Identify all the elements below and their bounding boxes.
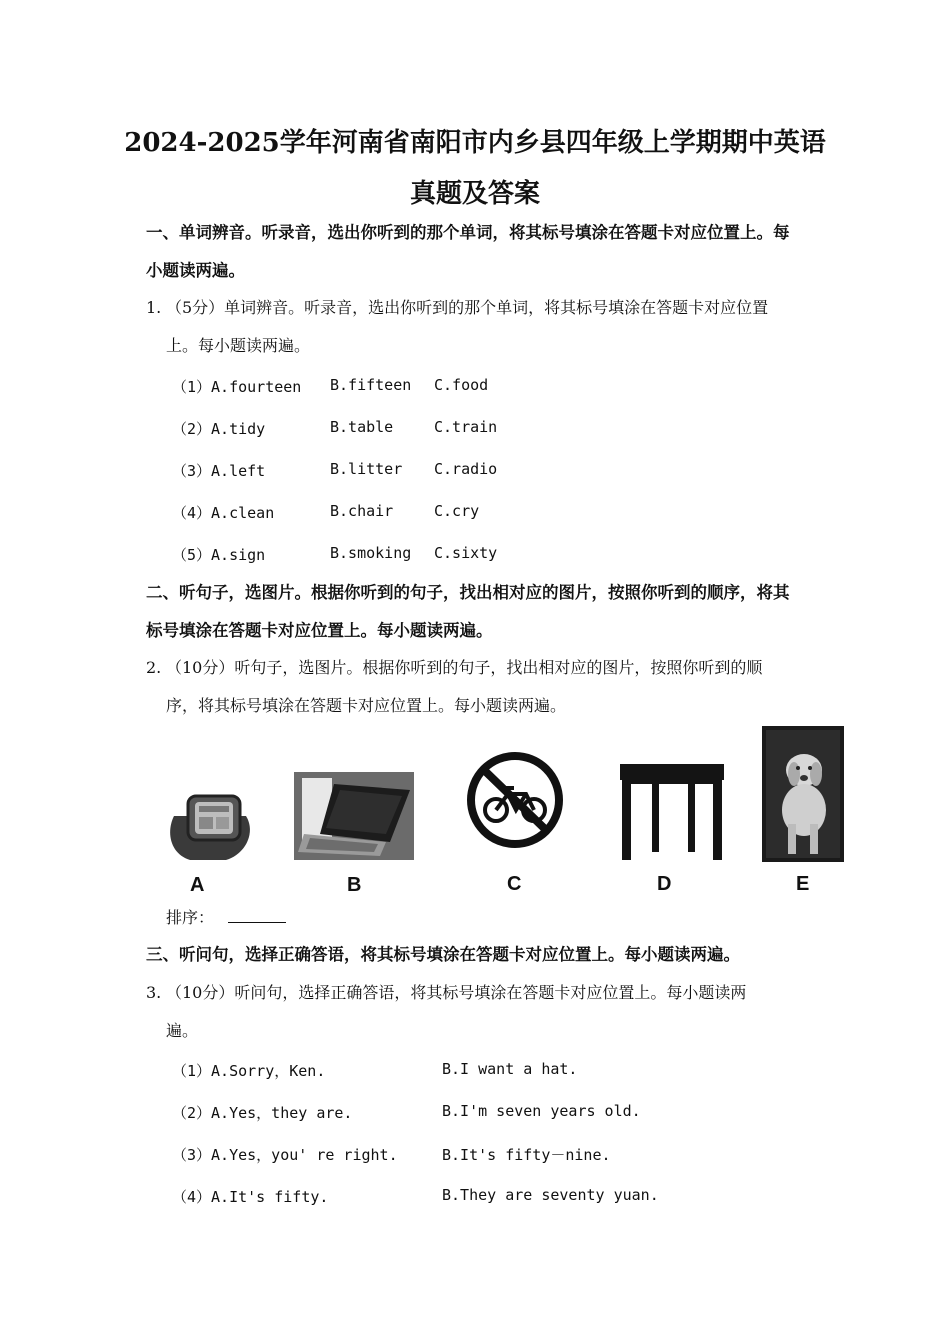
option-c: C.cry — [434, 502, 480, 520]
part2-heading-line-2: 标号填涂在答题卡对应位置上。每小题读两遍。 — [146, 621, 493, 640]
option-b: B.chair — [330, 502, 394, 520]
option-a: （1）A.Sorry，Ken. — [172, 1062, 326, 1080]
question-3-line-2: 遍。 — [166, 1021, 199, 1040]
picture-c — [464, 750, 566, 854]
option-b: B.table — [330, 418, 394, 436]
picture-b — [294, 772, 414, 864]
option-a: （3）A.left — [172, 462, 266, 480]
picture-e — [762, 726, 844, 866]
smartwatch-icon — [166, 792, 258, 864]
option-a: （1）A.fourteen — [172, 378, 302, 396]
part2-heading-line-1: 二、听句子，选图片。根据你听到的句子，找出相对应的图片，按照你听到的顺序，将其 — [146, 583, 790, 602]
option-b: B.litter — [330, 460, 403, 478]
part1-heading — [146, 214, 816, 290]
question-1-line-2: 上。每小题读两遍。 — [166, 336, 311, 355]
no-bicycle-sign-icon — [464, 750, 566, 850]
option-a: （4）A.clean — [172, 504, 275, 522]
document-title-line-2: 真题及答案 — [409, 179, 540, 209]
option-c: C.sixty — [434, 544, 498, 562]
question-3-line-1: （10分）听问句，选择正确答语，将其标号填涂在答题卡对应位置上。每小题读两 — [166, 983, 747, 1002]
option-a: （2）A.Yes，they are. — [172, 1104, 353, 1122]
picture-a-label: A — [190, 874, 205, 896]
option-a: （3）A.Yes，you' re right. — [172, 1146, 398, 1164]
question-3 — [146, 974, 816, 1050]
question-2-line-2: 序，将其标号填涂在答题卡对应位置上。每小题读两遍。 — [166, 696, 567, 715]
part1-heading-line-2: 小题读两遍。 — [146, 261, 245, 280]
option-a: （4）A.It's fifty. — [172, 1188, 329, 1206]
option-a: （2）A.tidy — [172, 420, 266, 438]
option-b: B.I want a hat. — [442, 1060, 578, 1078]
question-2-number: 2. — [146, 658, 162, 677]
order-answer-blank[interactable] — [228, 922, 286, 923]
part3-heading: 三、听问句，选择正确答语，将其标号填涂在答题卡对应位置上。每小题读两遍。 — [146, 945, 740, 964]
option-b: B.I'm seven years old. — [442, 1102, 641, 1120]
dog-photo-icon — [762, 726, 844, 862]
option-b: B.They are seventy yuan. — [442, 1186, 659, 1204]
order-label: 排序： — [166, 908, 215, 927]
table-icon — [618, 762, 726, 862]
option-b: B.smoking — [330, 544, 412, 562]
option-b: B.It's fifty－nine. — [442, 1146, 611, 1164]
question-3-number: 3. — [146, 983, 162, 1002]
question-1-number: 1. — [146, 298, 162, 317]
question-2-line-1: （10分）听句子，选图片。根据你听到的句子，找出相对应的图片，按照你听到的顺 — [166, 658, 763, 677]
question-1 — [146, 289, 816, 365]
document-title-line-1: 2024-2025学年河南省南阳市内乡县四年级上学期期中英语 — [124, 128, 826, 158]
option-b: B.fifteen — [330, 376, 412, 394]
option-c: C.food — [434, 376, 489, 394]
option-a: （5）A.sign — [172, 546, 266, 564]
picture-c-label: C — [507, 873, 522, 895]
laptop-icon — [294, 772, 414, 860]
picture-a — [166, 792, 258, 868]
option-c: C.train — [434, 418, 498, 436]
picture-b-label: B — [347, 874, 362, 896]
picture-e-label: E — [796, 873, 810, 895]
picture-d-label: D — [657, 873, 672, 895]
question-2 — [146, 649, 816, 725]
order-answer-line — [166, 899, 836, 937]
option-c: C.radio — [434, 460, 498, 478]
part2-heading — [146, 574, 816, 650]
picture-d — [618, 762, 726, 866]
part1-heading-line-1: 一、单词辨音。听录音，选出你听到的那个单词，将其标号填涂在答题卡对应位置上。每 — [146, 223, 790, 242]
question-1-line-1: （5分）单词辨音。听录音，选出你听到的那个单词，将其标号填涂在答题卡对应位置 — [166, 298, 769, 317]
